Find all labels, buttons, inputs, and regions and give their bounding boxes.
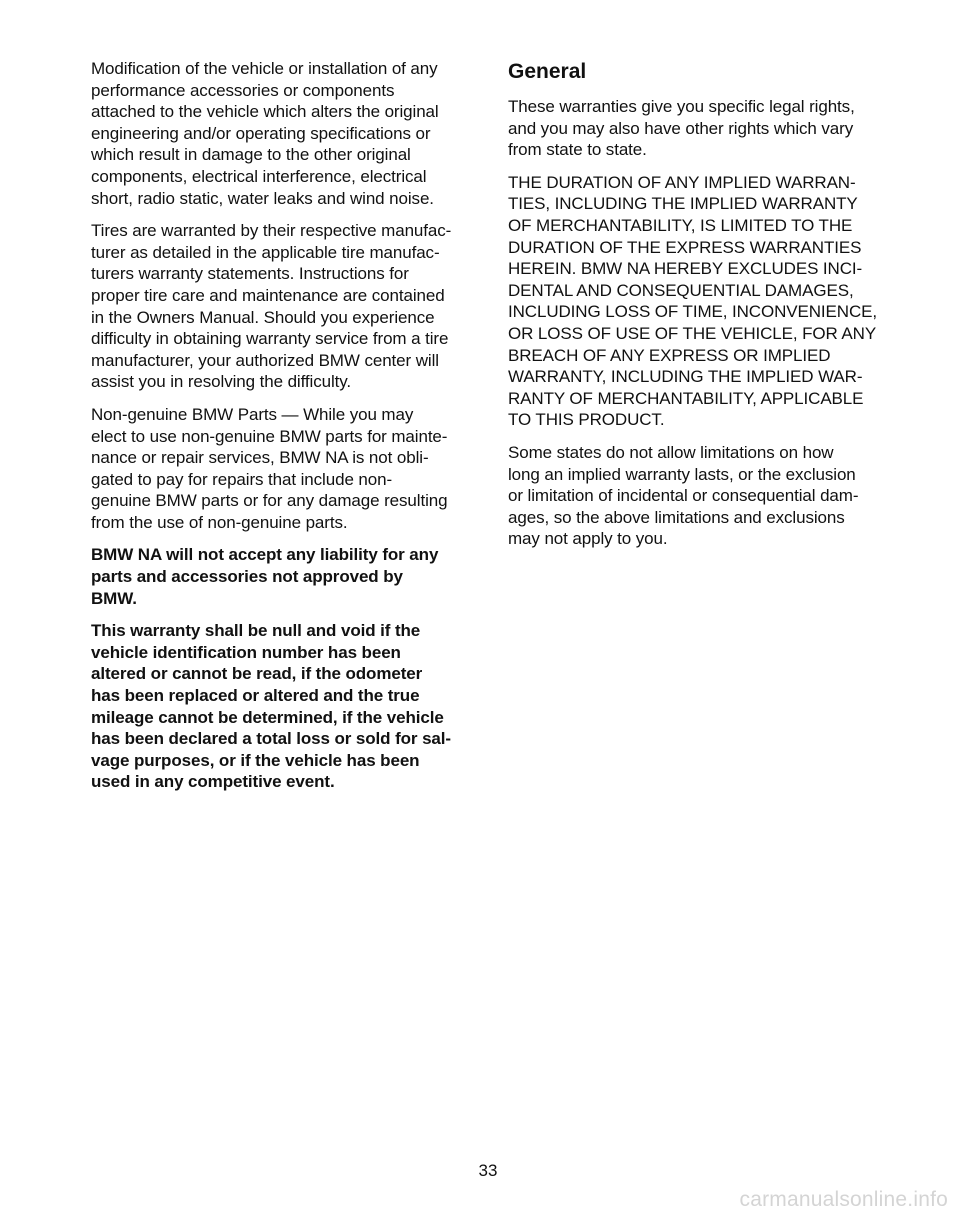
paragraph-warranty-void-notice: This warranty shall be null and void if the vehicle identification number has been altered or cannot be read, if the odometer has been replaced or altered and the true mileage cannot be determined, if the vehicle has been declared a total loss or sold for sal- vage purposes, or if the vehicle has been used in any competitive event. [91,621,451,792]
section-heading-general: General [508,60,587,83]
left-column [91,58,471,804]
paragraph-implied-warranty-duration: THE DURATION OF ANY IMPLIED WARRAN- TIES, INCLUDING THE IMPLIED WARRANTY OF MERCHANTABILITY, IS LIMITED TO THE DURATION OF THE EXPRESS WARRANTIES HEREIN. BMW NA HEREBY EXCLUDES INCI- DENTAL AND CONSEQUENTIAL DAMAGES, INCLUDING LOSS OF TIME, INCONVENIENCE, OR LOSS OF USE OF THE VEHICLE, FOR ANY BREACH OF ANY EXPRESS OR IMPLIED WARRANTY, INCLUDING THE IMPLIED WAR- RANTY OF MERCHANTABILITY, APPLICABLE TO THIS PRODUCT. [508,172,877,430]
watermark-text: carmanualsonline.info [739,1188,948,1211]
paragraph-tires-warranty: Tires are warranted by their respective manufac- turer as detailed in the applicable tire manufac- turers warranty statements. Instructions for proper tire care and maintenance are contained in the Owners Manual. Should you experience difficulty in obtaining warranty service from a tire manufacturer, your authorized BMW center will assist you in resolving the difficulty. [91,221,452,392]
paragraph-state-limitations: Some states do not allow limitations on how long an implied warranty lasts, or the exclusion or limitation of incidental or consequential dam- ages, so the above limitations and exclusions may not apply to you. [508,442,859,549]
paragraph-modification-exclusion: Modification of the vehicle or installation of any performance accessories or components attached to the vehicle which alters the original engineering and/or operating specifications or which result in damage to the other original components, electrical interference, electrical short, radio static, water leaks and wind noise. [91,59,439,208]
paragraph-non-genuine-parts: Non-genuine BMW Parts — While you may elect to use non-genuine BMW parts for mainte- nance or repair services, BMW NA is not obli- gated to pay for repairs that include non- genuine BMW parts or for any damage resulting from the use of non-genuine parts. [91,404,448,532]
paragraph-liability-notice: BMW NA will not accept any liability for any parts and accessories not approved by BMW. [91,545,439,608]
page-number: 33 [478,1161,498,1180]
right-column [508,58,890,561]
paragraph-legal-rights: These warranties give you specific legal rights, and you may also have other rights which vary from state to state. [508,97,855,160]
